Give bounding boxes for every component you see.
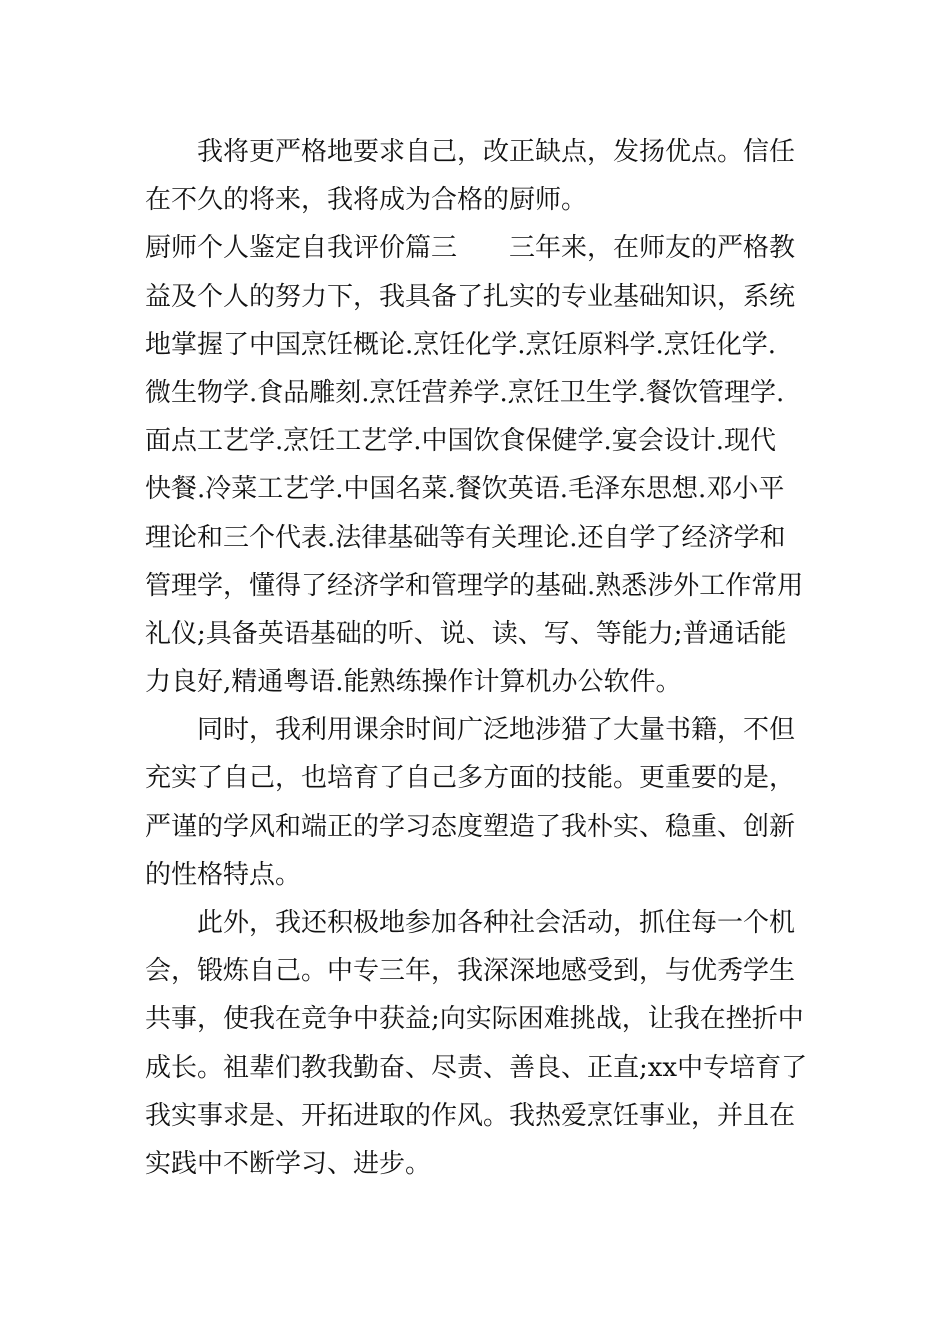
text-line: 管理学，懂得了经济学和管理学的基础.熟悉涉外工作常用: [145, 570, 804, 601]
text-line: 益及个人的努力下，我具备了扎实的专业基础知识，系统: [145, 281, 796, 312]
text-line: 共事，使我在竞争中获益;向实际困难挑战，让我在挫折中: [145, 1004, 804, 1035]
text-line: 礼仪;具备英语基础的听、说、读、写、等能力;普通话能: [145, 618, 787, 649]
text-line: 会，锻炼自己。中专三年，我深深地感受到，与优秀学生: [145, 956, 796, 987]
text-line: 我将更严格地要求自己，改正缺点，发扬优点。信任: [197, 137, 796, 167]
text-line: 快餐.冷菜工艺学.中国名菜.餐饮英语.毛泽东思想.邓小平: [145, 474, 785, 505]
text-line: 厨师个人鉴定自我评价篇三 三年来，在师友的严格教: [145, 233, 796, 264]
text-line: 的性格特点。: [145, 859, 302, 890]
text-line: 面点工艺学.烹饪工艺学.中国饮食保健学.宴会设计.现代: [145, 426, 777, 457]
text-line: 同时，我利用课余时间广泛地涉猎了大量书籍，不但: [197, 715, 796, 746]
text-line: 成长。祖辈们教我勤奋、尽责、善良、正直;xx中专培育了: [145, 1052, 808, 1083]
text-line: 在不久的将来，我将成为合格的厨师。: [145, 185, 588, 216]
text-line: 充实了自己，也培育了自己多方面的技能。更重要的是，: [145, 763, 796, 794]
text-line: 理论和三个代表.法律基础等有关理论.还自学了经济学和: [145, 522, 786, 553]
text-line: 地掌握了中国烹饪概论.烹饪化学.烹饪原料学.烹饪化学.: [145, 329, 777, 360]
body-text: [145, 128, 810, 1188]
text-line: 我实事求是、开拓进取的作风。我热爱烹饪事业，并且在: [145, 1100, 796, 1131]
text-line: 此外，我还积极地参加各种社会活动，抓住每一个机: [197, 908, 796, 938]
text-line: 微生物学.食品雕刻.烹饪营养学.烹饪卫生学.餐饮管理学.: [145, 377, 785, 408]
text-line: 严谨的学风和端正的学习态度塑造了我朴实、稳重、创新: [145, 811, 796, 842]
text-line: 力良好,精通粤语.能熟练操作计算机办公软件。: [145, 667, 682, 698]
text-line: 实践中不断学习、进步。: [145, 1148, 432, 1179]
